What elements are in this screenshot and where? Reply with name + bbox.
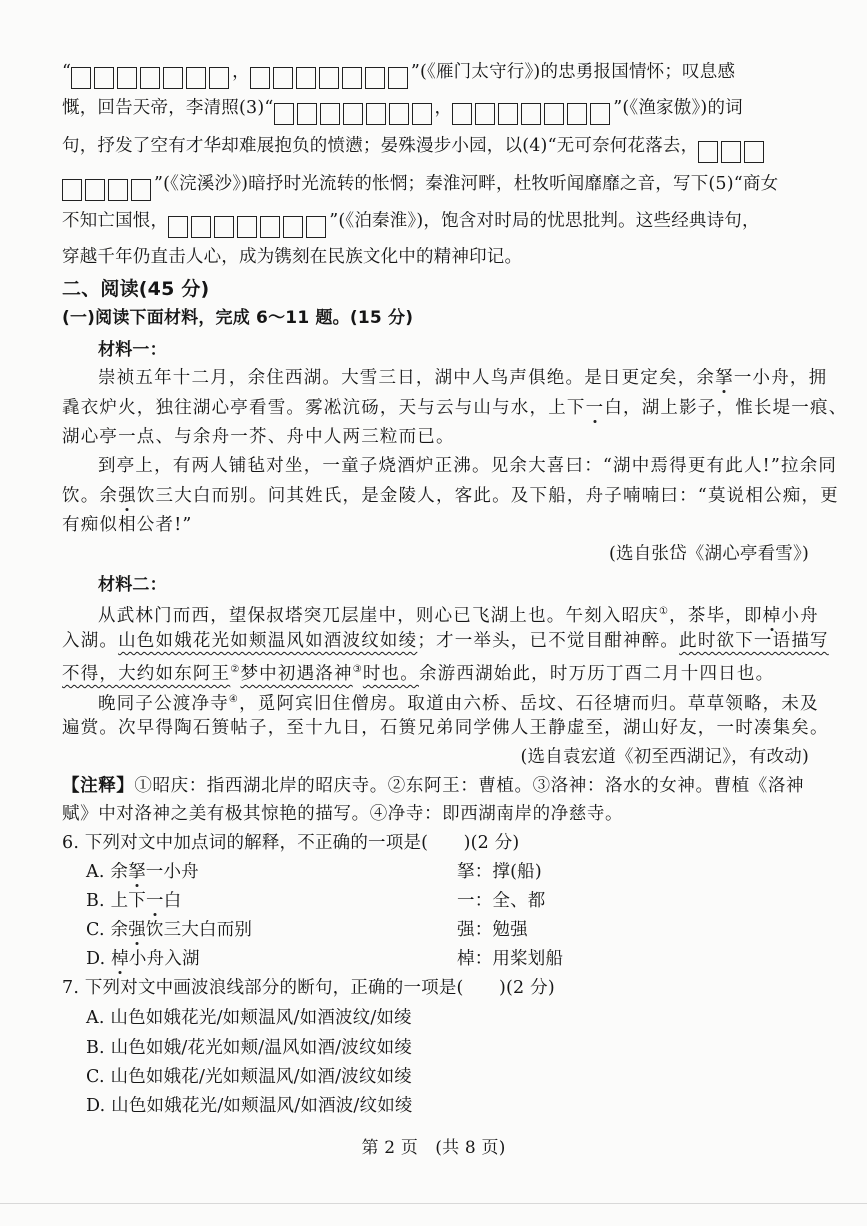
- footnote-mark: ③: [352, 664, 363, 675]
- footnote-mark: ②: [230, 664, 241, 675]
- answer-boxes-4b[interactable]: [62, 175, 154, 203]
- material2-line: 从武林门而西，望保叔塔突兀层崖中，则心已飞湖上也。午刻入昭庆①，茶毕，即棹小舟: [98, 605, 819, 626]
- wavy-underlined-text: 此时欲下一语描写: [679, 631, 829, 651]
- fill-line-4: [62, 170, 778, 203]
- fill-text: 慨，回告天帝，李清照(3)“: [62, 98, 274, 118]
- material2-line: 晚同子公渡净寺④，觅阿宾旧住僧房。取道由六桥、岳坟、石径塘而归。草草领略，未及: [98, 693, 819, 714]
- answer-boxes-4a[interactable]: [698, 137, 767, 165]
- material1-line: 湖心亭一点、与余舟一芥、舟中人两三粒而已。: [62, 427, 455, 447]
- q6-option-b-explanation: 一：全、都: [457, 891, 546, 911]
- poem-reference: ”(《渔家傲》)的词: [613, 98, 743, 118]
- comma: ，: [434, 98, 453, 118]
- dotted-char: 拏: [715, 368, 734, 388]
- quote-open: “: [62, 62, 72, 82]
- footnote-mark: ④: [228, 694, 240, 705]
- dotted-char: 一: [585, 398, 605, 418]
- q7-option-d[interactable]: D. 山色如娥花光/如颊温风/如酒波/纹如绫: [86, 1096, 413, 1116]
- q6-option-d[interactable]: D. 棹小舟入湖: [86, 949, 200, 969]
- page-number: 第 2 页 (共 8 页): [361, 1138, 506, 1158]
- material2-line: 遍赏。次早得陶石篑帖子，至十九日，石篑兄弟同学佛人王静虚至，湖山好友，一时凑集矣。: [62, 718, 829, 738]
- footnote-mark: ①: [659, 606, 670, 617]
- answer-boxes-3b[interactable]: [452, 99, 613, 127]
- dotted-char: 一: [146, 891, 164, 911]
- fill-line-1: [62, 58, 735, 91]
- material2-line: 入湖。山色如娥花光如颊温风如酒波纹如绫；才一举头，已不觉目酣神醉。此时欲下一语描写: [62, 631, 829, 651]
- dotted-char: 强: [118, 486, 137, 506]
- fill-line-2: [62, 94, 743, 127]
- page-edge-divider: [0, 1203, 867, 1204]
- material1-line: 毳衣炉火，独往湖心亭看雪。雾凇沆砀，天与云与山与水，上下一白，湖上影子，惟长堤一痕、: [62, 398, 848, 418]
- dotted-char: 强: [128, 920, 146, 940]
- dotted-char: 棹: [111, 949, 129, 969]
- comma: ，: [232, 62, 250, 82]
- material2-line: 不得，大约如东阿王②梦中初遇洛神③时也。余游西湖始此，时万历丁酉二月十四日也。: [62, 663, 775, 684]
- fill-line-5: [62, 207, 760, 240]
- poem-reference: ”(《泊秦淮》)，饱含对时局的忧思批判。这些经典诗句，: [329, 211, 760, 231]
- notes-line: 【注释】①昭庆：指西湖北岸的昭庆寺。②东阿王：曹植。③洛神：洛水的女神。曹植《洛神: [62, 776, 805, 796]
- q7-option-c[interactable]: C. 山色如娥花/光如颊温风/如酒/波纹如绫: [86, 1067, 412, 1087]
- answer-boxes-3a[interactable]: [274, 99, 435, 127]
- fill-text: 不知亡国恨，: [62, 211, 169, 231]
- fill-line-6: [62, 243, 522, 271]
- q6-option-d-explanation: 棹：用桨划船: [457, 949, 564, 969]
- material2-source: (选自袁宏道《初至西湖记》，有改动): [520, 747, 809, 767]
- answer-boxes-5[interactable]: [168, 212, 329, 240]
- q6-option-a-explanation: 拏：撑(船): [457, 862, 542, 882]
- q7-option-a[interactable]: A. 山色如娥花光/如颊温风/如酒波纹/如绫: [86, 1008, 412, 1028]
- question-7-stem: 7. 下列对文中画波浪线部分的断句，正确的一项是( )(2 分): [62, 978, 555, 998]
- part-heading: (一)阅读下面材料，完成 6～11 题。(15 分): [62, 308, 414, 328]
- q6-option-c-explanation: 强：勉强: [457, 920, 528, 940]
- notes-label: 【注释】: [62, 776, 135, 796]
- dotted-char: 拏: [128, 862, 146, 882]
- material1-line: 到亭上，有两人铺毡对坐，一童子烧酒炉正沸。见余大喜曰：“湖中焉得更有此人!”拉余同: [98, 456, 838, 476]
- q6-option-c[interactable]: C. 余强饮三大白而别: [86, 920, 253, 940]
- fill-text: 穿越千年仍直击人心，成为镌刻在民族文化中的精神印记。: [62, 247, 523, 267]
- q6-option-a[interactable]: A. 余拏一小舟: [86, 862, 199, 882]
- notes-line: 赋》中对洛神之美有极其惊艳的描写。④净寺：即西湖南岸的净慈寺。: [62, 804, 624, 824]
- answer-boxes-1b[interactable]: [250, 63, 411, 91]
- material1-title: 材料一：: [98, 340, 167, 360]
- fill-line-3: [62, 132, 767, 165]
- fill-text: 句，抒发了空有才华却难展抱负的愤懑；晏殊漫步小园，以(4)“无可奈何花落去，: [62, 136, 699, 156]
- answer-boxes-1a[interactable]: [71, 63, 232, 91]
- wavy-underlined-text: 山色如娥花光如颊温风如酒波纹如绫: [118, 631, 418, 651]
- question-6-stem: 6. 下列对文中加点词的解释，不正确的一项是( )(2 分): [62, 833, 520, 853]
- q6-option-b[interactable]: B. 上下一白: [86, 891, 182, 911]
- poem-reference: ”(《雁门太守行》)的忠勇报国情怀；叹息感: [410, 62, 736, 82]
- q7-option-b[interactable]: B. 山色如娥/花光如颊/温风如酒/波纹如绫: [86, 1038, 413, 1058]
- poem-reference: ”(《浣溪沙》)暗抒时光流转的怅惘；秦淮河畔，杜牧听闻靡靡之音，写下(5)“商女: [154, 174, 779, 194]
- material1-line: 饮。余强饮三大白而别。问其姓氏，是金陵人，客此。及下船，舟子喃喃曰：“莫说相公痴，更: [62, 486, 839, 506]
- material1-line: 有痴似相公者!”: [62, 515, 193, 535]
- dotted-char: 棹: [762, 605, 782, 626]
- material1-source: (选自张岱《湖心亭看雪》): [608, 544, 809, 564]
- section-heading: 二、阅读(45 分): [62, 278, 210, 300]
- material2-title: 材料二：: [98, 575, 167, 595]
- material1-line: 崇祯五年十二月，余住西湖。大雪三日，湖中人鸟声俱绝。是日更定矣，余拏一小舟，拥: [98, 368, 828, 388]
